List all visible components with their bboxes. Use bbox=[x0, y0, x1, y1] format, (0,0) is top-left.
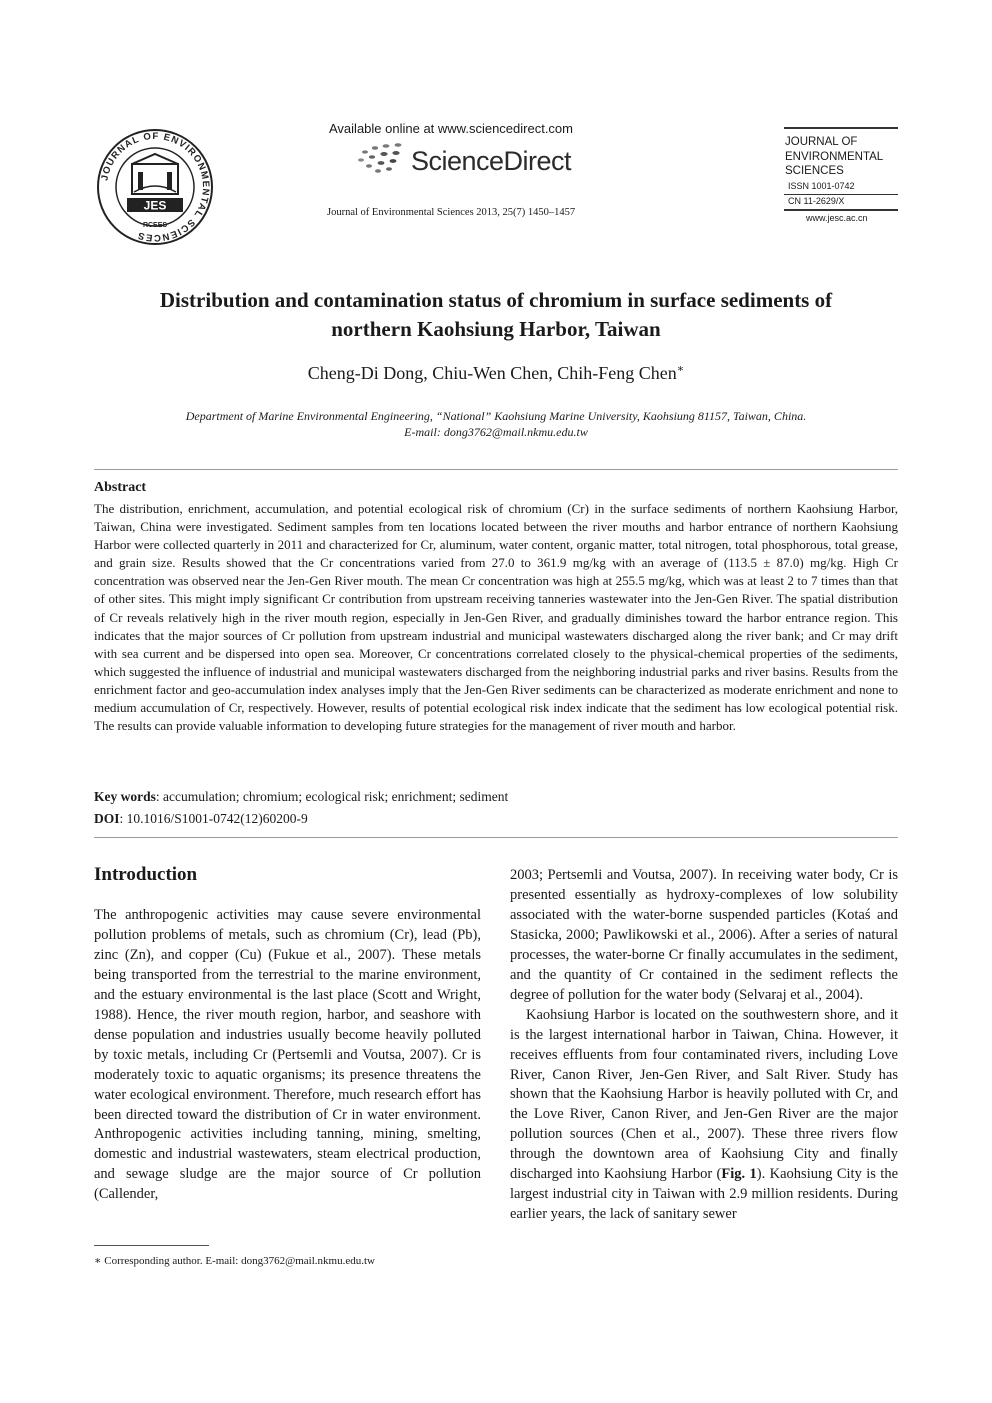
affiliation bbox=[94, 408, 898, 440]
journal-issn: ISSN 1001-0742 bbox=[788, 181, 855, 191]
journal-box-rule bbox=[784, 209, 898, 211]
intro-paragraph: 2003; Pertsemli and Voutsa, 2007). In receiving water body, Cr is presented essentially as hydroxy-complexes of low solubility associated with the water-borne suspended particles (Kotaś and Stasicka, 2000; Pawlikowski et al., 2006). After a series of natural processes, the water-borne Cr finally accumulates in the sediment, and the quantity of Cr contained in the sediment reflects the degree of pollution for the water body (Selvaraj et al., 2004). bbox=[510, 867, 898, 1003]
journal-cn: CN 11-2629/X bbox=[788, 196, 845, 206]
journal-box-line2: ENVIRONMENTAL bbox=[785, 150, 884, 163]
affiliation-email[interactable]: E-mail: dong3762@mail.nkmu.edu.tw bbox=[404, 425, 588, 439]
footnote-rule bbox=[94, 1245, 209, 1246]
divider bbox=[94, 469, 898, 470]
journal-box bbox=[784, 127, 898, 227]
right-column bbox=[510, 866, 898, 1225]
logo-bottom-text: RCEES bbox=[142, 222, 168, 229]
abstract-heading: Abstract bbox=[94, 480, 147, 495]
paragraph-text: Kaohsiung Harbor is located on the southwestern shore, and it is the largest international harbor in Taiwan, China. However, it receives effluents from four contaminated rivers, including Love River, Canon River, Jen-Gen River, and Salt River. Study has shown that the Kaohsiung Harbor is heavily polluted with Cr, and the Love River, Canon River, and Jen-Gen River are the major pollution sources (Chen et al., 2007). These three rivers flow through the downtown area of Kaohsiung City and finally discharged into Kaohsiung Harbor ( bbox=[510, 1006, 898, 1183]
left-column bbox=[94, 906, 481, 1205]
paper-title-line1: Distribution and contamination status of chromium in surface sediments of bbox=[159, 288, 833, 312]
journal-box-line1: JOURNAL OF bbox=[785, 136, 858, 148]
intro-paragraph: The anthropogenic activities may cause severe environmental pollution problems of metals, such as chromium (Cr), lead (Pb), zinc (Zn), and copper (Cu) (Fukue et al., 2007). These metals being transported from the terrestrial to the marine environment, and the estuary environmental is the last place (Scott and Wright, 1988). Hence, the river mouth region, harbor, and seashore with dense population and industries usually become heavily polluted by toxic metals, including Cr (Pertsemli and Voutsa, 2007). Cr is moderately toxic to aquatic organisms; its presence threatens the water ecological environment. Therefore, much research effort has been directed toward the distribution of Cr in water environment. Anthropogenic activities including tanning, mining, smelting, domestic and industrial wastewaters, steam electrical production, and sewage sludge are the major source of Cr pollution (Callender, bbox=[94, 907, 481, 1203]
paper-title bbox=[94, 286, 898, 344]
sciencedirect-logo bbox=[355, 140, 585, 184]
introduction-heading: Introduction bbox=[94, 864, 198, 885]
available-online: Available online at www.sciencedirect.com bbox=[329, 121, 573, 136]
journal-box-line3: SCIENCES bbox=[785, 165, 844, 177]
figure-reference[interactable]: Fig. 1 bbox=[721, 1166, 757, 1183]
paper-title-line2: northern Kaohsiung Harbor, Taiwan bbox=[331, 317, 661, 341]
sciencedirect-dots-icon bbox=[355, 140, 413, 180]
affiliation-text: Department of Marine Environmental Engineering, “National” Kaohsiung Marine University, Kaohsiung 81157, Taiwan, China. bbox=[185, 409, 807, 423]
keywords-text: : accumulation; chromium; ecological risk; enrichment; sediment bbox=[155, 789, 509, 804]
corresponding-author-mark: ∗ bbox=[676, 363, 685, 375]
logo-ring-text: JOURNAL OF ENVIRONMENTAL SCIENCES bbox=[99, 130, 212, 244]
author-list bbox=[94, 362, 898, 384]
journal-box-title bbox=[785, 135, 883, 179]
keywords-label: Key words bbox=[94, 789, 156, 804]
logo-center-text: JES bbox=[143, 198, 167, 213]
journal-box-rule bbox=[784, 194, 898, 195]
divider bbox=[94, 837, 898, 838]
journal-box-rule bbox=[784, 127, 898, 129]
authors-text: Cheng-Di Dong, Chiu-Wen Chen, Chih-Feng Chen bbox=[307, 363, 677, 383]
doi bbox=[94, 811, 898, 827]
sciencedirect-wordmark: ScienceDirect bbox=[411, 146, 572, 176]
footnote: ∗ Corresponding author. E-mail: dong3762@mail.nkmu.edu.tw bbox=[94, 1255, 375, 1267]
paragraph-text: ). Kaohsiung City is the largest industrial city in Taiwan with 2.9 million residents. During earlier years, the lack of sanitary sewer bbox=[510, 1166, 898, 1223]
jes-logo bbox=[94, 128, 216, 246]
keywords bbox=[94, 789, 898, 805]
doi-label: DOI bbox=[94, 811, 120, 826]
intro-paragraph bbox=[510, 1006, 898, 1225]
journal-url[interactable]: www.jesc.ac.cn bbox=[806, 213, 868, 223]
abstract-text: The distribution, enrichment, accumulation, and potential ecological risk of chromium (Cr) in the surface sediments of northern Kaohsiung Harbor, Taiwan, China were investigated. Sediment samples from ten locations located between the river mouths and harbor entrance of northern Kaohsiung Harbor were collected quarterly in 2011 and characterized for Cr, aluminum, water content, organic matter, total nitrogen, total phosphorous, total grease, and grain size. Results showed that the Cr concentrations varied from 27.0 to 361.9 mg/kg with an average of (113.5 ± 87.0) mg/kg. High Cr concentration was observed near the Jen-Gen River mouth. The mean Cr concentration was high at 255.5 mg/kg, which was at least 2 to 7 times than that of other sites. This might imply significant Cr contribution from upstream receiving tanneries wastewater into the Jen-Gen River. The spatial distribution of Cr reveals relatively high in the river mouth region, especially in Jen-Gen River, and gradually diminishes toward the harbor entrance region. This indicates that the major sources of Cr pollution from upstream industrial and municipal wastewaters discharged along the river bank; and Cr may drift with sea current and be dispersed into open sea. Moreover, Cr concentrations correlated closely to the physical-chemical properties of the sediments, which suggested the influence of industrial and municipal wastewaters discharged from the neighboring industrial parks and river basins. Results from the enrichment factor and geo-accumulation index analyses imply that the Jen-Gen River sediments can be characterized as moderate enrichment and none to medium accumulation of Cr, respectively. However, results of potential ecological risk index indicate that the sediment has low ecological potential risk. The results can provide valuable information to developing future strategies for the management of river mouth and harbor. bbox=[94, 501, 898, 734]
journal-citation: Journal of Environmental Sciences 2013, 25(7) 1450–1457 bbox=[327, 207, 576, 218]
doi-text[interactable]: : 10.1016/S1001-0742(12)60200-9 bbox=[119, 811, 308, 826]
